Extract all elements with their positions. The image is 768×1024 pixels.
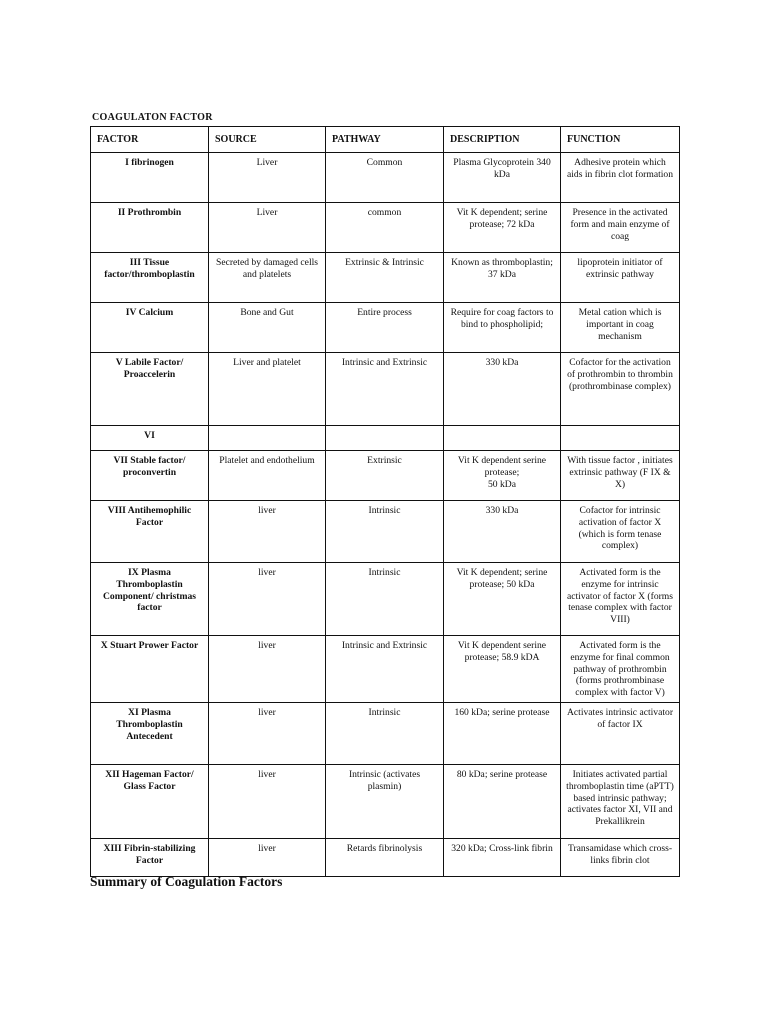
cell-source: liver [209, 703, 326, 765]
cell-pathway: common [326, 203, 444, 253]
cell-pathway [326, 426, 444, 451]
cell-pathway: Intrinsic [326, 563, 444, 636]
cell-source [209, 426, 326, 451]
cell-factor: VI [91, 426, 209, 451]
cell-factor: XI Plasma Thromboplastin Antecedent [91, 703, 209, 765]
table-row [91, 839, 680, 877]
cell-source: liver [209, 839, 326, 877]
cell-pathway: Intrinsic and Extrinsic [326, 353, 444, 426]
table-row [91, 501, 680, 563]
cell-description: Vit K dependent serine protease; 58.9 kDA [444, 636, 561, 703]
cell-function: Adhesive protein which aids in fibrin clot formation [561, 153, 680, 203]
page-heading: COAGULATON FACTOR [92, 112, 213, 123]
cell-function: Initiates activated partial thromboplastin time (aPTT) based intrinsic pathway; activates factor XI, VII and Prekallikrein [561, 765, 680, 839]
table-row [91, 636, 680, 703]
cell-source: Platelet and endothelium [209, 451, 326, 501]
cell-source: Secreted by damaged cells and platelets [209, 253, 326, 303]
cell-pathway: Intrinsic [326, 501, 444, 563]
cell-description [444, 426, 561, 451]
cell-factor: V Labile Factor/ Proaccelerin [91, 353, 209, 426]
table-row [91, 765, 680, 839]
cell-function: Activates intrinsic activator of factor IX [561, 703, 680, 765]
table-caption: Summary of Coagulation Factors [90, 874, 283, 889]
cell-factor: III Tissue factor/thromboplastin [91, 253, 209, 303]
cell-function [561, 426, 680, 451]
cell-function: Cofactor for intrinsic activation of factor X (which is form tenase complex) [561, 501, 680, 563]
cell-factor: IX Plasma Thromboplastin Component/ christmas factor [91, 563, 209, 636]
cell-description: Require for coag factors to bind to phospholipid; [444, 303, 561, 353]
cell-pathway: Extrinsic & Intrinsic [326, 253, 444, 303]
cell-description: 160 kDa; serine protease [444, 703, 561, 765]
cell-source: liver [209, 563, 326, 636]
cell-function: With tissue factor , initiates extrinsic pathway (F IX & X) [561, 451, 680, 501]
cell-source: Liver [209, 203, 326, 253]
cell-source: Liver and platelet [209, 353, 326, 426]
cell-description: Plasma Glycoprotein 340 kDa [444, 153, 561, 203]
cell-factor: XIII Fibrin-stabilizing Factor [91, 839, 209, 877]
column-header-description: DESCRIPTION [444, 127, 561, 153]
cell-description: 330 kDa [444, 353, 561, 426]
cell-pathway: Intrinsic (activates plasmin) [326, 765, 444, 839]
table-row [91, 153, 680, 203]
column-header-source: SOURCE [209, 127, 326, 153]
column-header-pathway: PATHWAY [326, 127, 444, 153]
cell-description: Vit K dependent; serine protease; 50 kDa [444, 563, 561, 636]
column-header-factor: FACTOR [91, 127, 209, 153]
cell-function: lipoprotein initiator of extrinsic pathway [561, 253, 680, 303]
column-header-function: FUNCTION [561, 127, 680, 153]
cell-pathway: Extrinsic [326, 451, 444, 501]
cell-source: liver [209, 636, 326, 703]
cell-pathway: Common [326, 153, 444, 203]
cell-pathway: Retards fibrinolysis [326, 839, 444, 877]
coagulation-factor-table [90, 126, 680, 877]
cell-factor: IV Calcium [91, 303, 209, 353]
cell-source: liver [209, 501, 326, 563]
table-header-row [91, 127, 680, 153]
cell-function: Presence in the activated form and main enzyme of coag [561, 203, 680, 253]
cell-pathway: Intrinsic and Extrinsic [326, 636, 444, 703]
cell-factor: VIII Antihemophilic Factor [91, 501, 209, 563]
cell-function: Metal cation which is important in coag mechanism [561, 303, 680, 353]
table-row [91, 703, 680, 765]
cell-description: 320 kDa; Cross-link fibrin [444, 839, 561, 877]
table-row [91, 253, 680, 303]
cell-factor: II Prothrombin [91, 203, 209, 253]
cell-source: Liver [209, 153, 326, 203]
cell-function: Cofactor for the activation of prothrombin to thrombin (prothrombinase complex) [561, 353, 680, 426]
cell-factor: X Stuart Prower Factor [91, 636, 209, 703]
cell-pathway: Intrinsic [326, 703, 444, 765]
table-row [91, 353, 680, 426]
cell-function: Activated form is the enzyme for final common pathway of prothrombin (forms prothrombinase complex with factor V) [561, 636, 680, 703]
cell-factor: I fibrinogen [91, 153, 209, 203]
cell-description: 80 kDa; serine protease [444, 765, 561, 839]
cell-function: Activated form is the enzyme for intrinsic activator of factor X (forms tenase complex with factor VIII) [561, 563, 680, 636]
table-row [91, 426, 680, 451]
table-row [91, 303, 680, 353]
cell-description: 330 kDa [444, 501, 561, 563]
table-row [91, 451, 680, 501]
cell-source: Bone and Gut [209, 303, 326, 353]
cell-function: Transamidase which cross-links fibrin clot [561, 839, 680, 877]
table-row [91, 203, 680, 253]
cell-description: Vit K dependent; serine protease; 72 kDa [444, 203, 561, 253]
cell-description: Known as thromboplastin; 37 kDa [444, 253, 561, 303]
cell-factor: XII Hageman Factor/ Glass Factor [91, 765, 209, 839]
cell-pathway: Entire process [326, 303, 444, 353]
cell-description: Vit K dependent serine protease; 50 kDa [444, 451, 561, 501]
cell-source: liver [209, 765, 326, 839]
table-row [91, 563, 680, 636]
cell-factor: VII Stable factor/ proconvertin [91, 451, 209, 501]
